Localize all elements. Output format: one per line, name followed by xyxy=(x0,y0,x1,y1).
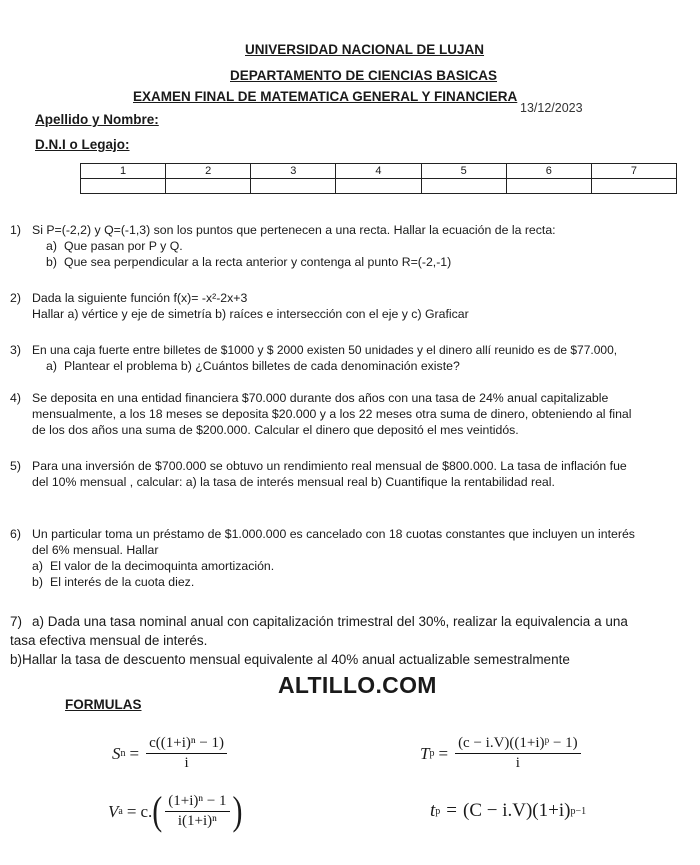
question-7-line-1: a) Dada una tasa nominal anual con capitalización trimestral del 30%, realizar la equivalencia a una xyxy=(32,614,628,629)
formula-sn-lhs-sub: n xyxy=(120,748,126,759)
formula-tp-small-rhs: (C − i.V)(1+i) xyxy=(463,800,571,821)
grade-cell-3 xyxy=(251,179,336,194)
formula-va-close-paren: ) xyxy=(232,788,243,834)
question-6-line-2: del 6% mensual. Hallar xyxy=(32,543,159,557)
question-1b-label: b) xyxy=(46,255,57,269)
formula-va-lhs: V xyxy=(108,801,119,821)
grade-cell-4 xyxy=(336,179,421,194)
formula-tp-fraction xyxy=(455,735,581,772)
question-6b-text: El interés de la cuota diez. xyxy=(50,575,195,589)
grade-cell-1 xyxy=(81,179,166,194)
question-3-line-1: En una caja fuerte entre billetes de $1000 y $ 2000 existen 50 unidades y el dinero allí reunido es de $77.000, xyxy=(32,343,618,357)
question-7-line-2: tasa efectiva mensual de interés. xyxy=(10,633,208,648)
grade-cell-2 xyxy=(166,179,251,194)
question-4-number: 4) xyxy=(10,391,21,405)
formula-va-open-paren: ( xyxy=(152,788,163,834)
name-label: Apellido y Nombre: xyxy=(35,112,159,127)
question-1a-label: a) xyxy=(46,239,57,253)
grade-col-5: 5 xyxy=(421,164,506,179)
grade-cell-7 xyxy=(591,179,676,194)
department-title: DEPARTAMENTO DE CIENCIAS BASICAS xyxy=(230,68,498,83)
question-5-line-1: Para una inversión de $700.000 se obtuvo un rendimiento real mensual de $800.000. La tasa de inflación fue xyxy=(32,459,627,473)
formula-va-coef: c. xyxy=(140,801,153,821)
question-4-line-3: de los dos años una suma de $200.000. Calcular el dinero que depositó el mes veintidós. xyxy=(32,423,519,437)
grade-cell-5 xyxy=(421,179,506,194)
question-4-line-2: mensualmente, a los 18 meses se deposita $20.000 y a los 22 meses otra suma de dinero, obteniendo al final xyxy=(32,407,632,421)
formula-va-numerator: (1+i)ⁿ − 1 xyxy=(165,793,229,812)
question-5-number: 5) xyxy=(10,459,21,473)
question-3-number: 3) xyxy=(10,343,21,357)
formula-va-fraction xyxy=(165,793,229,830)
question-7-number: 7) xyxy=(10,614,23,629)
university-title: UNIVERSIDAD NACIONAL DE LUJAN xyxy=(245,42,485,57)
grade-cell-6 xyxy=(506,179,591,194)
formula-sn-fraction xyxy=(146,735,227,772)
question-6a-label: a) xyxy=(32,559,43,573)
grade-table-score-row xyxy=(81,179,677,194)
grade-col-4: 4 xyxy=(336,164,421,179)
question-5-line-2: del 10% mensual , calcular: a) la tasa de interés mensual real b) Cuantifique la rentabilidad real. xyxy=(32,475,555,489)
question-2-line-2: Hallar a) vértice y eje de simetría b) raíces e intersección con el eje y c) Graficar xyxy=(32,307,469,321)
grade-col-7: 7 xyxy=(591,164,676,179)
exam-date: 13/12/2023 xyxy=(520,101,583,115)
formula-sn-lhs: S xyxy=(112,743,121,763)
grade-table-header-row xyxy=(81,164,677,179)
question-1b-text: Que sea perpendicular a la recta anterior y contenga al punto R=(-2,-1) xyxy=(64,255,452,269)
question-4-line-1: Se deposita en una entidad financiera $70.000 durante dos años con una tasa de 24% anual capitalizable xyxy=(32,391,609,405)
formula-sn-numerator: c((1+i)ⁿ − 1) xyxy=(146,735,227,754)
formula-tp-small-rhs-sup: p−1 xyxy=(570,805,587,817)
question-6-line-1: Un particular toma un préstamo de $1.000.000 es cancelado con 18 cuotas constantes que incluyen un interés xyxy=(32,527,635,541)
question-3a-text: Plantear el problema b) ¿Cuántos billetes de cada denominación existe? xyxy=(64,359,460,373)
formula-tp-small-lhs: t xyxy=(430,800,436,821)
formula-sn-denominator: i xyxy=(184,755,189,771)
formula-va-lhs-sub: a xyxy=(118,806,123,817)
question-6b-label: b) xyxy=(32,575,43,589)
question-2-number: 2) xyxy=(10,291,21,305)
formula-va: V a = c. ( $\frac{\text{(1+i)ⁿ − 1}}{\text{i(1+i)ⁿ}}$ ) xyxy=(108,788,243,834)
formulas-title: FORMULAS xyxy=(65,697,142,712)
question-3a-label: a) xyxy=(46,359,57,373)
grade-col-6: 6 xyxy=(506,164,591,179)
formula-tp-lhs-sub: p xyxy=(429,748,435,759)
formula-tp-numerator: (c − i.V)((1+i)ᵖ − 1) xyxy=(455,735,581,754)
formula-va-denominator: i(1+i)ⁿ xyxy=(177,813,217,829)
grade-col-2: 2 xyxy=(166,164,251,179)
formula-tp: T p = $\frac{\text{(c − i.V)((1+i)ᵖ − 1)}}{i}$ xyxy=(420,735,584,772)
question-7-line-3: b)Hallar la tasa de descuento mensual equivalente al 40% anual actualizable semestralmente xyxy=(10,652,570,667)
question-2-line-1: Dada la siguiente función f(x)= -x²-2x+3 xyxy=(32,291,248,305)
question-6a-text: El valor de la decimoquinta amortización. xyxy=(50,559,275,573)
exam-title: EXAMEN FINAL DE MATEMATICA GENERAL Y FINANCIERA xyxy=(133,89,518,104)
formula-tp-denominator: i xyxy=(515,755,520,771)
formula-tp-small: t p = (C − i.V)(1+i) p−1 xyxy=(430,800,587,821)
grade-col-3: 3 xyxy=(251,164,336,179)
grade-col-1: 1 xyxy=(81,164,166,179)
formula-tp-lhs: T xyxy=(420,743,430,763)
grade-table xyxy=(80,163,677,194)
watermark: ALTILLO.COM xyxy=(278,672,437,698)
formula-tp-small-lhs-sub: p xyxy=(435,805,441,817)
question-1a-text: Que pasan por P y Q. xyxy=(64,239,183,253)
id-label: D.N.I o Legajo: xyxy=(35,137,130,152)
question-6-number: 6) xyxy=(10,527,21,541)
formula-sn: S n = $\frac{\text{c((1+i)ⁿ − 1)}}{i}$ xyxy=(112,735,230,772)
question-1-number: 1) xyxy=(10,223,21,237)
question-1-text: Si P=(-2,2) y Q=(-1,3) son los puntos que pertenecen a una recta. Hallar la ecuación de la recta: xyxy=(32,223,556,237)
